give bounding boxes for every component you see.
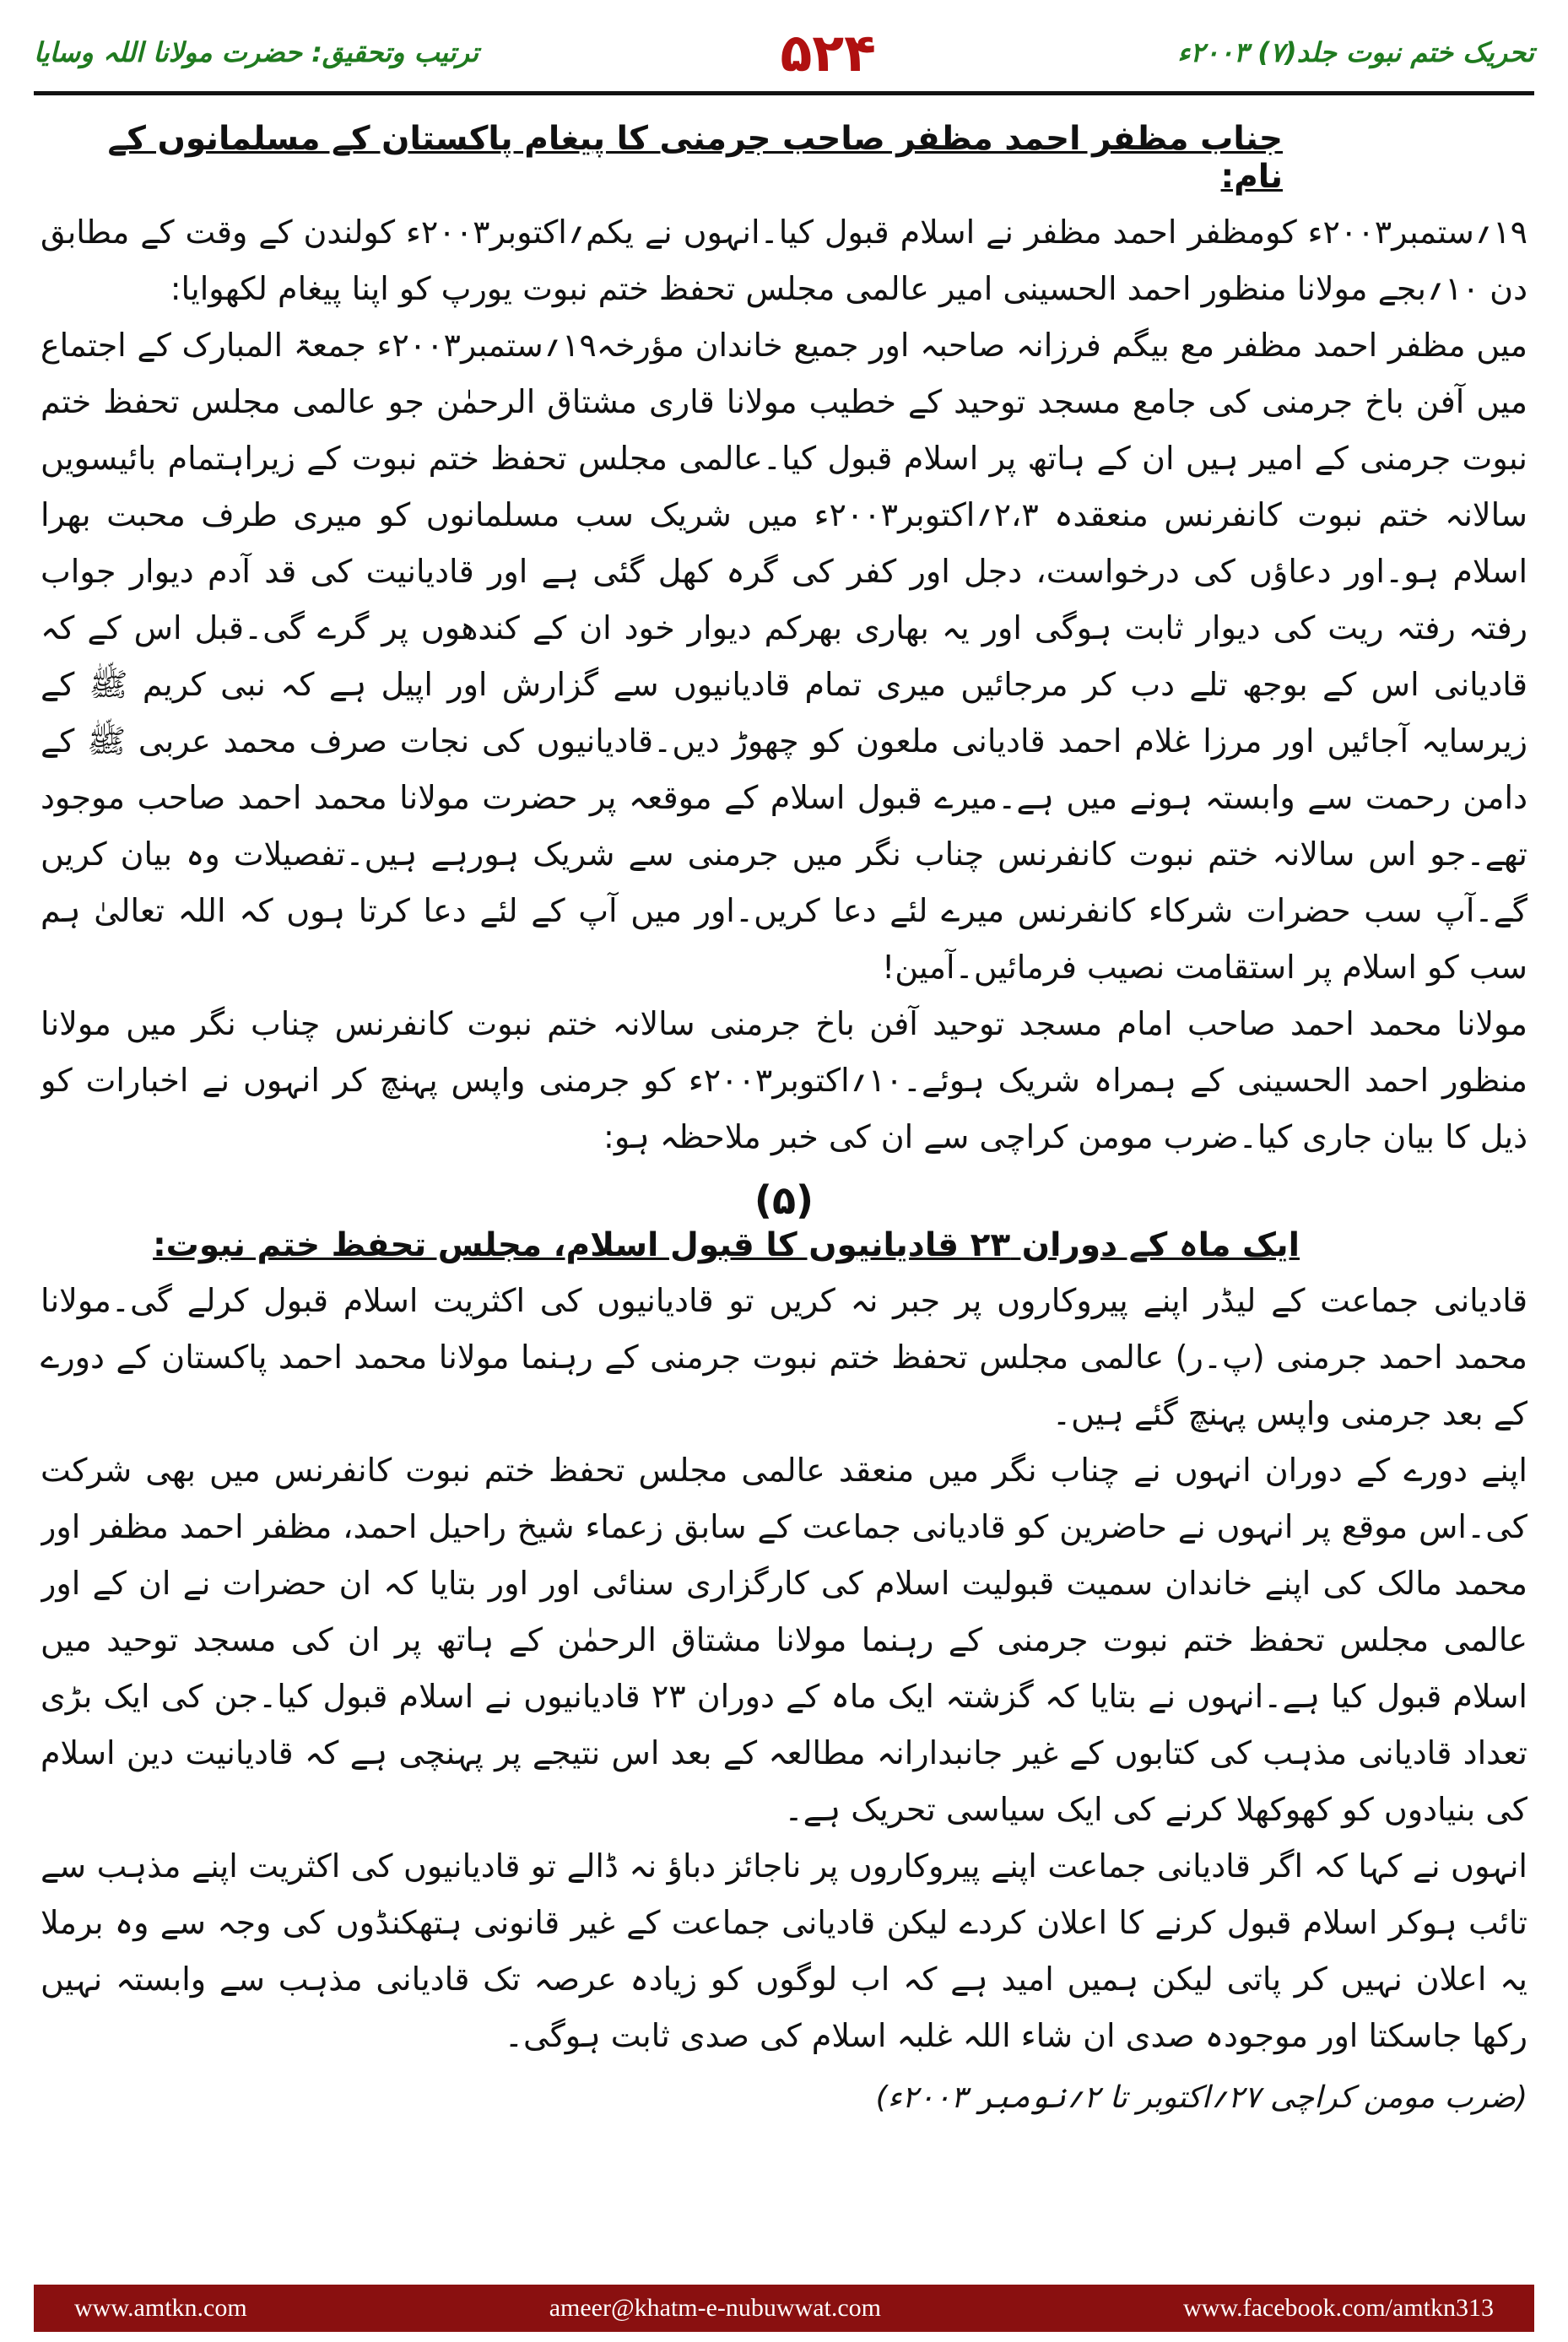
- paragraph-news-body: اپنے دورے کے دوران انہوں نے چناب نگر میں منعقد عالمی مجلس تحفظ ختم نبوت کانفرنس میں بھی شرکت کی۔اس موقع پر انہوں نے حاضرین کو قادیانی جماعت کے سابق زعماء شیخ راحیل احمد، مظفر احمد مظفر اور محمد مالک کی اپنے خاندان سمیت قبولیت اسلام کی کارگزاری سنائی اور اور بتایا کہ ان حضرات نے ان کے اور عالمی مجلس تحفظ ختم نبوت جرمنی کے رہنما مولانا مشتاق الرحمٰن کے ہاتھ پر ان کی مسجد توحید میں اسلام قبول کیا ہے۔انہوں نے بتایا کہ گزشتہ ایک ماہ کے دوران ۲۳ قادیانیوں نے اسلام قبول کیا۔جن کی ایک بڑی تعداد قادیانی مذہب کی کتابوں کے غیر جانبدارانہ مطالعہ کے بعد اس نتیجے پر پہنچی ہے کہ قادیانیت دین اسلام کی بنیادوں کو کھوکھلا کرنے کی ایک سیاسی تحریک ہے۔: [41, 1452, 1527, 1828]
- page-header: [34, 19, 1534, 86]
- paragraph-message: میں مظفر احمد مظفر مع بیگم فرزانہ صاحبہ اور جمیع خاندان مؤرخہ۱۹؍ستمبر۲۰۰۳ء جمعۃ المبارک کے اجتماع میں آفن باخ جرمنی کی جامع مسجد توحید کے خطیب مولانا قاری مشتاق الرحمٰن جو عالمی مجلس تحفظ ختم نبوت جرمنی کے امیر ہیں ان کے ہاتھ پر اسلام قبول کیا۔عالمی مجلس تحفظ ختم نبوت کے زیراہتمام بائیسویں سالانہ ختم نبوت کانفرنس منعقدہ ۲،۳؍اکتوبر۲۰۰۳ء میں شریک سب مسلمانوں کو میری طرف محبت بھرا اسلام ہو۔اور دعاؤں کی درخواست، دجل اور کفر کی گرہ کھل گئی ہے اور قادیانیت کی قد آدم دیوار جواب رفتہ رفتہ ریت کی دیوار ثابت ہوگی اور یہ بھاری بھرکم دیوار خود ان کے کندھوں پر گرے گی۔قبل اس کے کہ قادیانی اس کے بوجھ تلے دب کر مرجائیں میری تمام قادیانیوں سے گزارش اور اپیل ہے کہ نبی کریم ﷺ کے زیرسایہ آجائیں اور مرزا غلام احمد قادیانی ملعون کو چھوڑ دیں۔قادیانیوں کی نجات صرف محمد عربی ﷺ کے دامن رحمت سے وابستہ ہونے میں ہے۔میرے قبول اسلام کے موقعہ پر حضرت مولانا محمد احمد صاحب موجود تھے۔جو اس سالانہ ختم نبوت کانفرنس چناب نگر میں جرمنی سے شریک ہورہے ہیں۔تفصیلات وہ بیان کریں گے۔آپ سب حضرات شرکاء کانفرنس میرے لئے دعا کریں۔اور میں آپ کے لئے دعا کرتا ہوں کہ اللہ تعالیٰ ہم سب کو اسلام پر استقامت نصیب فرمائیں۔آمین!: [41, 327, 1527, 986]
- paragraph-news-lead: قادیانی جماعت کے لیڈر اپنے پیروکاروں پر جبر نہ کریں تو قادیانیوں کی اکثریت اسلام قبول کرلے گی۔مولانا محمد احمد جرمنی (پ۔ر) عالمی مجلس تحفظ ختم نبوت جرمنی کے رہنما مولانا محمد احمد پاکستان کے دورے کے بعد جرمنی واپس پہنچ گئے ہیں۔: [41, 1282, 1527, 1432]
- email-link[interactable]: ameer@khatm-e-nubuwwat.com: [549, 2294, 882, 2322]
- website-link[interactable]: www.amtkn.com: [74, 2294, 247, 2322]
- page-body: [41, 108, 1527, 2262]
- facebook-link[interactable]: www.facebook.com/amtkn313: [1183, 2294, 1494, 2322]
- page-number: ۵۲۴: [780, 21, 876, 84]
- section-heading-message: جناب مظفر احمد مظفر صاحب جرمنی کا پیغام پاکستان کے مسلمانوں کے نام:: [107, 120, 1283, 196]
- page-footer: [34, 2285, 1534, 2332]
- section-number: (۵): [754, 1177, 814, 1223]
- compiler-credit: ترتیب وتحقیق: حضرت مولانا اللہ وسایا: [34, 36, 479, 68]
- source-citation: (ضرب مومن کراچی ۲۷؍اکتوبر تا ۲؍نومبر ۲۰۰۳ء): [875, 2080, 1527, 2115]
- paragraph-intro: ۱۹؍ستمبر۲۰۰۳ء کومظفر احمد مظفر نے اسلام قبول کیا۔انہوں نے یکم؍اکتوبر۲۰۰۳ء کولندن کے وقت کے مطابق دن ۱۰؍بجے مولانا منظور احمد الحسینی امیر عالمی مجلس تحفظ ختم نبوت یورپ کو اپنا پیغام لکھوایا:: [41, 214, 1527, 307]
- paragraph-news-closing: انہوں نے کہا کہ اگر قادیانی جماعت اپنے پیروکاروں پر ناجائز دباؤ نہ ڈالے تو قادیانیوں کی اکثریت اپنے مذہب سے تائب ہوکر اسلام قبول کرنے کا اعلان کردے لیکن قادیانی جماعت کے غیر قانونی ہتھکنڈوں کی وجہ سے وہ برملا یہ اعلان نہیں کر پاتی لیکن ہمیں امید ہے کہ اب لوگوں کو زیادہ عرصہ تک قادیانی مذہب سے وابستہ نہیں رکھا جاسکتا اور موجودہ صدی ان شاء اللہ غلبہ اسلام کی صدی ثابت ہوگی۔: [41, 1847, 1527, 2054]
- header-divider: [34, 91, 1534, 95]
- section-heading-news: ایک ماہ کے دوران ۲۳ قادیانیوں کا قبول اسلام، مجلس تحفظ ختم نبوت:: [153, 1226, 1300, 1264]
- book-title: تحریک ختم نبوت جلد(۷) ۲۰۰۳ء: [1177, 36, 1534, 68]
- paragraph-return: مولانا محمد احمد صاحب امام مسجد توحید آفن باخ جرمنی سالانہ ختم نبوت کانفرنس چناب نگر میں مولانا منظور احمد الحسینی کے ہمراہ شریک ہوئے۔۱۰؍اکتوبر۲۰۰۳ء کو جرمنی واپس پہنچ کر انہوں نے اخبارات کو ذیل کا بیان جاری کیا۔ضرب مومن کراچی سے ان کی خبر ملاحظہ ہو:: [41, 1005, 1527, 1155]
